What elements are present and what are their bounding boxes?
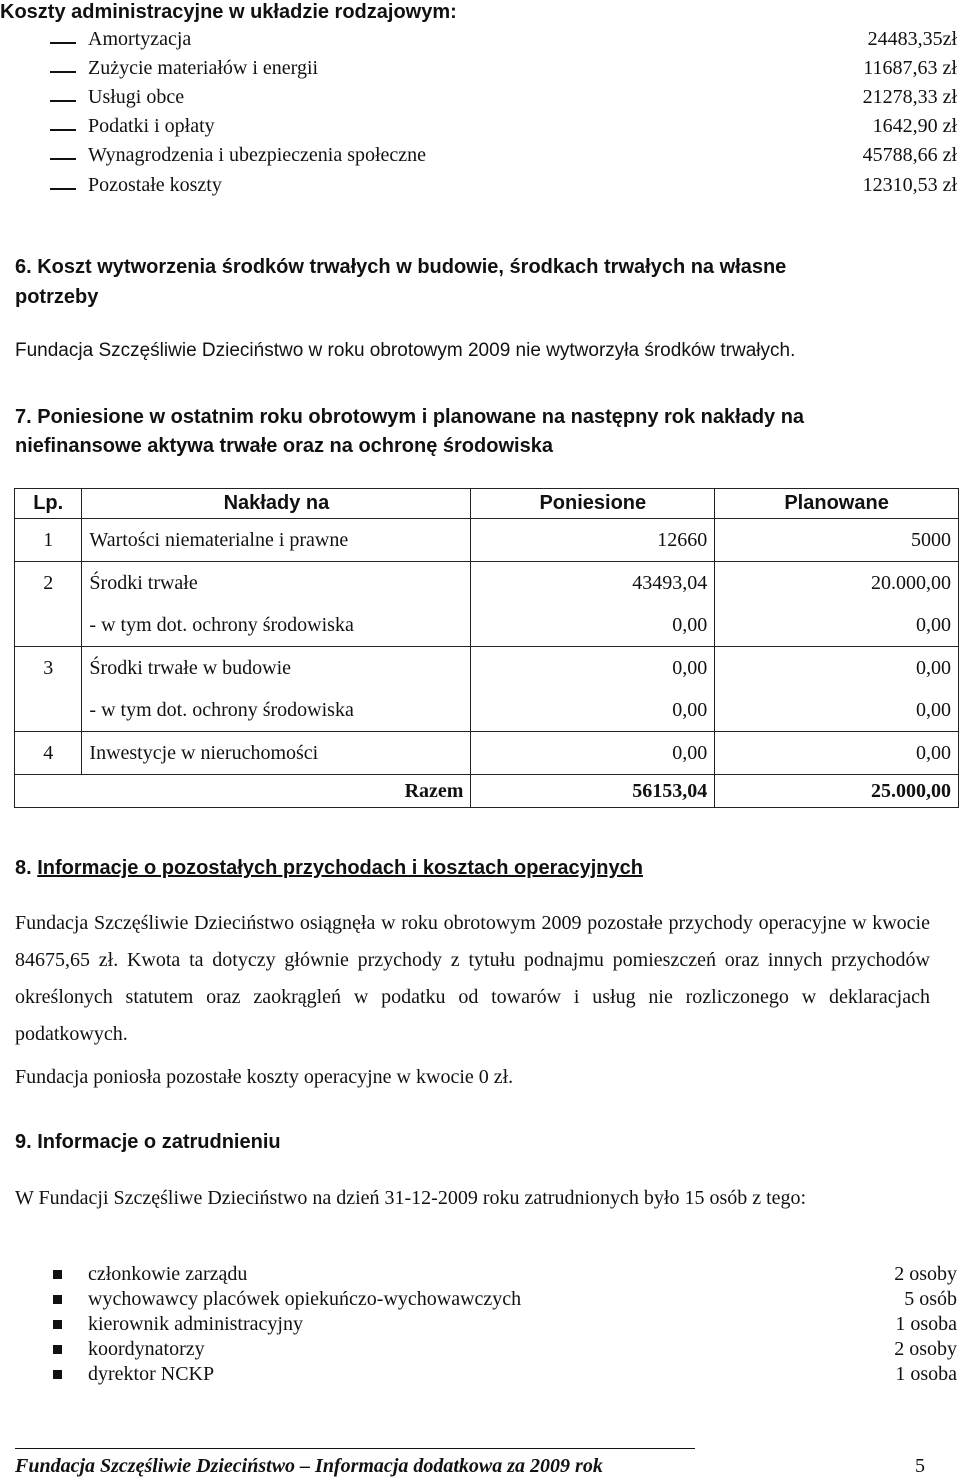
section8-paragraph: Fundacja Szczęśliwie Dzieciństwo osiągnęła w roku obrotowym 2009 pozostałe przychody operacyjne w kwocie 84675,65 zł. Kwota ta dotyczy głównie przychody z tytułu podnajmu pomieszczeń oraz innych przychodów określonych statutem oraz zaokrągleń w podatku od towarów i usług nie rozliczonego w deklaracjach podatkowych.: [15, 912, 930, 1045]
row-name: Wartości niematerialne i prawne: [89, 529, 349, 551]
row-spent-sub: 0,00: [672, 614, 708, 636]
footer-rule: [15, 1448, 695, 1449]
costs-heading: Koszty administracyjne w układzie rodzajowym:: [0, 1, 457, 23]
cost-label: Podatki i opłaty: [88, 115, 215, 137]
list-item: [0, 1263, 960, 1288]
row-spent-sub: 0,00: [672, 699, 708, 721]
cost-label: Amortyzacja: [88, 28, 192, 50]
section7-heading-line1: 7. Poniesione w ostatnim roku obrotowym i planowane na następny rok nakłady na: [15, 406, 805, 428]
table-row: [15, 647, 959, 732]
cost-label: Usługi obce: [88, 86, 185, 108]
employee-count: 2 osoby: [894, 1338, 957, 1360]
cost-row: [0, 28, 960, 57]
employee-role: wychowawcy placówek opiekuńczo-wychowawczych: [88, 1288, 522, 1310]
cost-value: 45788,66 zł: [862, 144, 957, 166]
header-spent: Poniesione: [471, 489, 715, 519]
cost-row: [0, 144, 960, 173]
row-lp: 4: [43, 742, 54, 764]
cost-row: [0, 115, 960, 144]
table-total-row: [15, 775, 959, 808]
table-header-row: [15, 489, 959, 519]
square-bullet-icon: [53, 1320, 62, 1329]
page-number: 5: [915, 1455, 925, 1477]
dash-bullet: [50, 188, 76, 190]
header-name: Nakłady na: [82, 489, 471, 519]
employee-count: 1 osoba: [895, 1313, 957, 1335]
row-planned-sub: 0,00: [916, 614, 951, 636]
square-bullet-icon: [53, 1295, 62, 1304]
total-label: Razem: [15, 775, 471, 808]
section6-heading-line2: potrzeby: [15, 286, 99, 308]
row-planned: 0,00: [916, 742, 951, 764]
row-sub-name: - w tym dot. ochrony środowiska: [89, 699, 354, 721]
square-bullet-icon: [53, 1270, 62, 1279]
employee-count: 5 osób: [904, 1288, 957, 1310]
row-lp: 2: [43, 572, 54, 594]
header-lp: Lp.: [15, 489, 82, 519]
list-item: [0, 1313, 960, 1338]
row-spent: 12660: [657, 529, 708, 551]
row-planned: 20.000,00: [871, 572, 951, 594]
row-planned: 5000: [911, 529, 951, 551]
table-row: [15, 519, 959, 562]
row-lp: 3: [43, 657, 54, 679]
table-row: [15, 562, 959, 647]
cost-label: Zużycie materiałów i energii: [88, 57, 319, 79]
section8-paragraph-2: Fundacja poniosła pozostałe koszty operacyjne w kwocie 0 zł.: [15, 1066, 514, 1088]
dash-bullet: [50, 42, 76, 44]
dash-bullet: [50, 71, 76, 73]
employee-role: członkowie zarządu: [88, 1263, 248, 1285]
cost-label: Pozostałe koszty: [88, 174, 222, 196]
cost-row: [0, 86, 960, 115]
employee-role: kierownik administracyjny: [88, 1313, 303, 1335]
row-planned-sub: 0,00: [916, 699, 951, 721]
section6-text: Fundacja Szczęśliwie Dzieciństwo w roku obrotowym 2009 nie wytworzyła środków trwałych.: [15, 340, 796, 361]
row-name: Środki trwałe: [89, 572, 198, 594]
row-planned: 0,00: [916, 657, 951, 679]
row-name: Inwestycje w nieruchomości: [89, 742, 319, 764]
row-lp: 1: [43, 529, 54, 551]
cost-value: 12310,53 zł: [862, 174, 957, 196]
cost-row: [0, 174, 960, 203]
section6-heading-line1: 6. Koszt wytworzenia środków trwałych w budowie, środkach trwałych na własne: [15, 256, 787, 278]
dash-bullet: [50, 129, 76, 131]
section8-heading-num: 8.: [15, 857, 32, 879]
section8-heading-text: Informacje o pozostałych przychodach i kosztach operacyjnych: [37, 857, 643, 879]
cost-row: [0, 57, 960, 86]
row-sub-name: - w tym dot. ochrony środowiska: [89, 614, 354, 636]
row-spent: 0,00: [672, 657, 708, 679]
employee-role: koordynatorzy: [88, 1338, 205, 1360]
employee-role: dyrektor NCKP: [88, 1363, 215, 1385]
cost-value: 21278,33 zł: [862, 86, 957, 108]
cost-value: 24483,35zł: [867, 28, 957, 50]
cost-label: Wynagrodzenia i ubezpieczenia społeczne: [88, 144, 427, 166]
header-planned: Planowane: [715, 489, 959, 519]
row-spent: 43493,04: [632, 572, 708, 594]
cost-value: 1642,90 zł: [872, 115, 957, 137]
employee-count: 1 osoba: [895, 1363, 957, 1385]
section8-heading: [15, 857, 643, 880]
list-item: [0, 1363, 960, 1388]
row-name: Środki trwałe w budowie: [89, 657, 292, 679]
cost-value: 11687,63 zł: [863, 57, 957, 79]
square-bullet-icon: [53, 1370, 62, 1379]
square-bullet-icon: [53, 1345, 62, 1354]
row-spent: 0,00: [672, 742, 708, 764]
list-item: [0, 1288, 960, 1313]
total-spent: 56153,04: [471, 775, 715, 808]
section7-heading-line2: niefinansowe aktywa trwałe oraz na ochronę środowiska: [15, 435, 553, 457]
employee-count: 2 osoby: [894, 1263, 957, 1285]
section9-intro: W Fundacji Szczęśliwe Dzieciństwo na dzień 31-12-2009 roku zatrudnionych było 15 osób z tego:: [15, 1187, 807, 1209]
footer-text: Fundacja Szczęśliwie Dzieciństwo – Informacja dodatkowa za 2009 rok: [15, 1455, 603, 1477]
investment-table: [14, 488, 959, 808]
dash-bullet: [50, 158, 76, 160]
total-planned: 25.000,00: [715, 775, 959, 808]
table-row: [15, 732, 959, 775]
dash-bullet: [50, 100, 76, 102]
section9-heading: 9. Informacje o zatrudnieniu: [15, 1131, 281, 1153]
list-item: [0, 1338, 960, 1363]
